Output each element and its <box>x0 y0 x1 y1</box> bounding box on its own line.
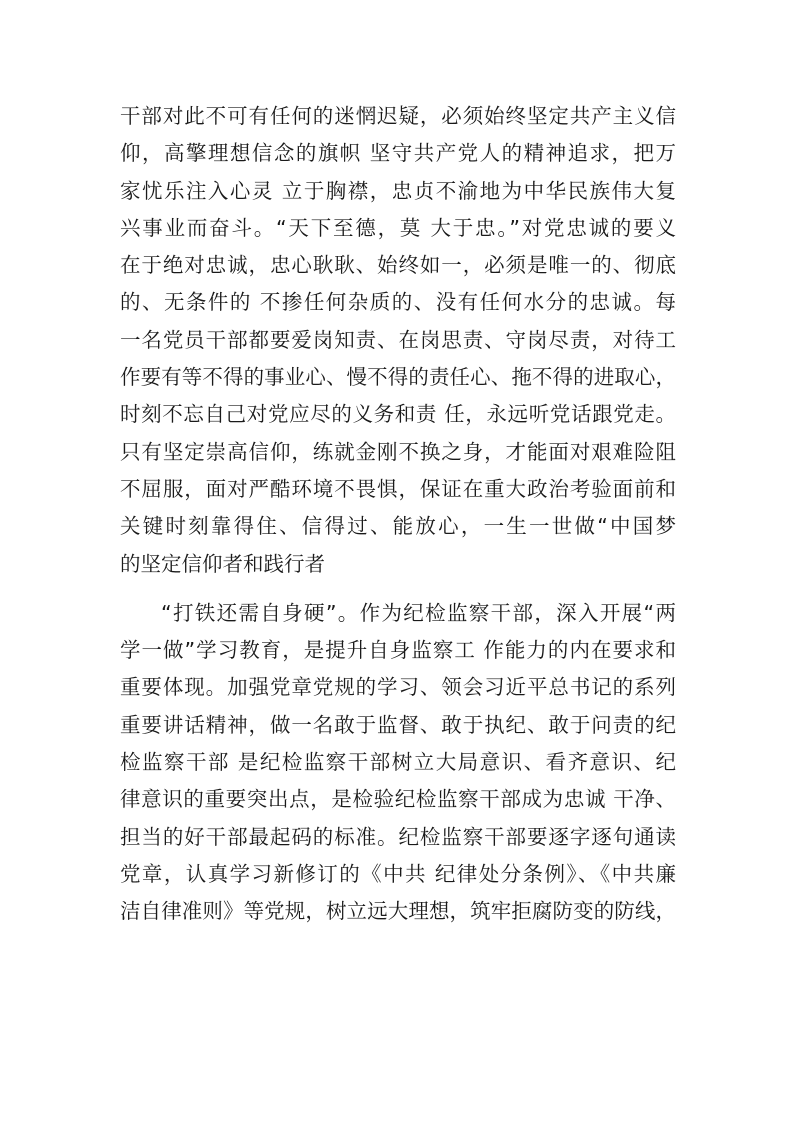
text-line: 时刻不忘自己对党应尽的义务和责 任，永远听党话跟党走。 <box>120 402 676 427</box>
text-line: 在于绝对忠诚，忠心耿耿、始终如一，必须是唯一的、彻底 <box>120 253 676 278</box>
text-line: 只有坚定崇高信仰，练就金刚不换之身，才能面对艰难险阻 <box>120 439 676 464</box>
text-line: 学一做”学习教育，是提升自身监察工 作能力的内在要求和 <box>120 638 676 663</box>
text-line: 重要讲话精神，做一名敢于监督、敢于执纪、敢于问责的纪 <box>120 712 676 737</box>
text-line: 一名党员干部都要爱岗知责、在岗思责、守岗尽责，对待工 <box>120 327 676 352</box>
paragraph-1 <box>120 98 676 583</box>
text-line: 关键时刻靠得住、信得过、能放心，一生一世做“中国梦 <box>120 514 676 539</box>
text-line: 的坚定信仰者和践行者 <box>120 551 325 576</box>
text-line: 家忧乐注入心灵 立于胸襟，忠贞不渝地为中华民族伟大复 <box>120 178 676 203</box>
paragraph-2 <box>120 595 676 931</box>
text-line: 兴事业而奋斗。“天下至德，莫 大于忠。”对党忠诚的要义 <box>120 215 676 240</box>
text-line: 检监察干部 是纪检监察干部树立大局意识、看齐意识、纪 <box>120 750 676 775</box>
text-line: 作要有等不得的事业心、慢不得的责任心、拖不得的进取心， <box>120 365 676 390</box>
text-line: 干部对此不可有任何的迷惘迟疑，必须始终坚定共产主义信 <box>120 104 676 128</box>
text-line: 重要体现。加强党章党规的学习、领会习近平总书记的系列 <box>120 675 676 700</box>
paragraph-spacer <box>120 583 676 595</box>
text-line: 仰，高擎理想信念的旗帜 坚守共产党人的精神追求，把万 <box>120 141 676 166</box>
text-line: 担当的好干部最起码的标准。纪检监察干部要逐字逐句通读 <box>120 824 676 849</box>
body-text <box>120 98 676 931</box>
text-line: 不屈服，面对严酷环境不畏惧，保证在重大政治考验面前和 <box>120 476 676 501</box>
text-line: 党章，认真学习新修订的《中共 纪律处分条例》、《中共廉 <box>120 861 676 886</box>
text-line: “打铁还需自身硬”。作为纪检监察干部，深入开展“两 <box>161 600 676 625</box>
text-line: 律意识的重要突出点，是检验纪检监察干部成为忠诚 干净、 <box>120 787 676 812</box>
text-line: 的、无条件的 不掺任何杂质的、没有任何水分的忠诚。每 <box>120 290 676 315</box>
text-line: 洁自律准则》等党规，树立远大理想，筑牢拒腐防变的防线， <box>120 899 676 924</box>
